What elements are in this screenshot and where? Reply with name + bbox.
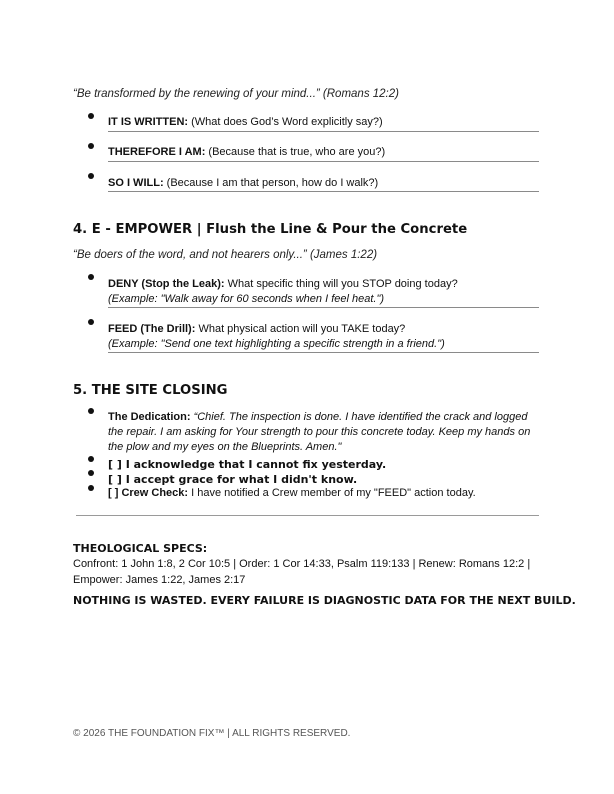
checklist-item-grace[interactable]: [ ] I accept grace for what I didn't know. [108, 473, 358, 486]
item-label: THEREFORE I AM: [108, 146, 206, 158]
list-item-feed [108, 322, 540, 352]
bullet [88, 485, 94, 491]
theological-specs-label: THEOLOGICAL SPECS: [73, 542, 208, 555]
item-text: (Because I am that person, how do I walk?) [163, 177, 379, 189]
closing-statement: NOTHING IS WASTED. EVERY FAILURE IS DIAGNOSTIC DATA FOR THE NEXT BUILD. [73, 594, 576, 607]
answer-line[interactable] [108, 131, 539, 132]
answer-line[interactable] [108, 191, 539, 192]
item-label: IT IS WRITTEN: [108, 116, 189, 128]
item-example: (Example: "Walk away for 60 seconds when I feel heat.") [108, 293, 385, 305]
bullet [88, 408, 94, 414]
bullet [88, 274, 94, 280]
bullet [88, 456, 94, 462]
item-example: (Example: "Send one text highlighting a specific strength in a friend.") [108, 338, 445, 350]
bullet [88, 470, 94, 476]
bullet [88, 319, 94, 325]
divider [76, 515, 539, 516]
item-label: DENY (Stop the Leak): [108, 278, 225, 290]
answer-line[interactable] [108, 352, 539, 353]
list-item-therefore-i-am [108, 145, 540, 160]
copyright-footer: © 2026 THE FOUNDATION FIX™ | ALL RIGHTS RESERVED. [73, 728, 351, 739]
list-item-it-is-written [108, 115, 540, 130]
bullet [88, 173, 94, 179]
item-label: The Dedication: [108, 411, 191, 423]
item-text: I have notified a Crew member of my "FEED" action today. [188, 487, 476, 499]
item-text: (What does God’s Word explicitly say?) [188, 116, 383, 128]
item-text: What physical action will you TAKE today? [195, 323, 406, 335]
item-text: (Because that is true, who are you?) [205, 146, 386, 158]
checklist-item-acknowledge[interactable]: [ ] I acknowledge that I cannot fix yesterday. [108, 458, 387, 471]
dedication-prayer: “Chief. The inspection is done. I have identified the crack and logged the repair. I am asking for Your strength to pour this concrete today. Keep my hands on the plow and my eyes on the Blueprints. Amen." [108, 411, 531, 453]
romans-quote: “Be transformed by the renewing of your mind...” (Romans 12:2) [73, 88, 399, 100]
bullet [88, 113, 94, 119]
answer-line[interactable] [108, 307, 539, 308]
item-text: What specific thing will you STOP doing today? [224, 278, 458, 290]
list-item-dedication [108, 410, 540, 455]
item-label: [ ] Crew Check: [108, 487, 189, 499]
theological-specs-text: Confront: 1 John 1:8, 2 Cor 10:5 | Order: 1 Cor 14:33, Psalm 119:133 | Renew: Romans 12:2 | Empower: James 1:22, James 2:17 [73, 558, 531, 586]
section-4-title: 4. E - EMPOWER | Flush the Line & Pour the Concrete [73, 222, 468, 237]
checklist-item-crew-check[interactable] [108, 486, 540, 501]
list-item-deny [108, 277, 540, 307]
item-label: SO I WILL: [108, 177, 164, 189]
section-5-title: 5. THE SITE CLOSING [73, 383, 228, 398]
james-quote: “Be doers of the word, and not hearers only...” (James 1:22) [73, 249, 378, 261]
item-label: FEED (The Drill): [108, 323, 196, 335]
list-item-so-i-will [108, 176, 540, 191]
answer-line[interactable] [108, 161, 539, 162]
bullet [88, 143, 94, 149]
